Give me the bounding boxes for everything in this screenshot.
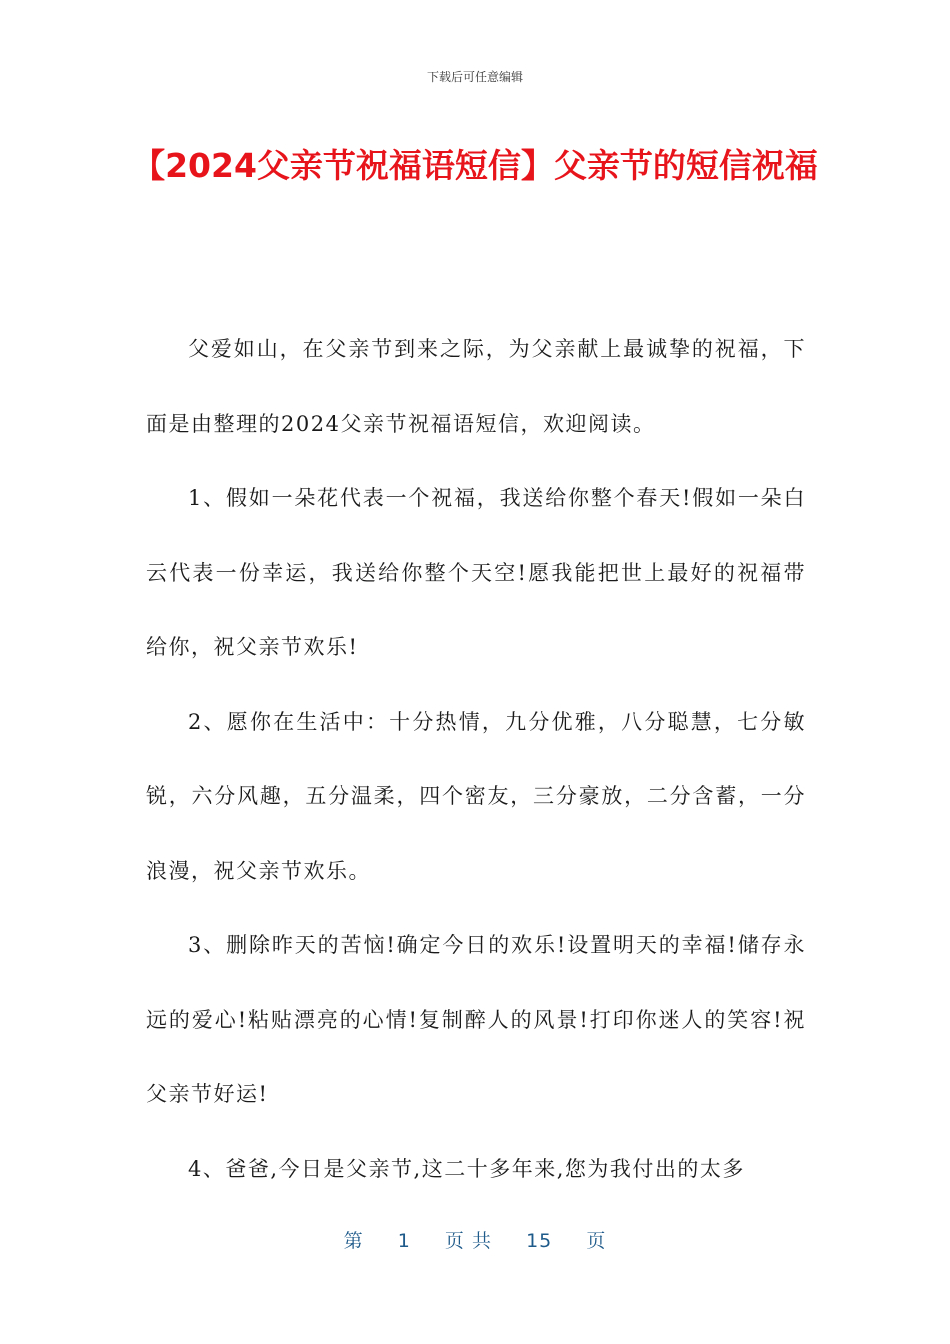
footer-current-page: 1: [397, 1230, 411, 1252]
page-footer: [0, 1226, 950, 1253]
paragraph-4: 4、爸爸,今日是父亲节,这二十多年来,您为我付出的太多: [188, 1156, 745, 1181]
paragraph-1: 1、假如一朵花代表一个祝福，我送给你整个春天!假如一朵白云代表一份幸运，我送给你整个天空!愿我能把世上最好的祝福带给你，祝父亲节欢乐!: [146, 486, 806, 659]
header-note: 下载后可任意编辑: [426, 70, 523, 84]
footer-middle: 页 共: [444, 1230, 492, 1252]
footer-prefix: 第: [343, 1230, 364, 1252]
paragraph-3: 3、删除昨天的苦恼!确定今日的欢乐!设置明天的幸福!储存永远的爱心!粘贴漂亮的心情!复制醉人的风景!打印你迷人的笑容!祝父亲节好运!: [146, 933, 806, 1106]
paragraph-intro: 父爱如山，在父亲节到来之际，为父亲献上最诚挚的祝福，下面是由整理的2024父亲节祝福语短信，欢迎阅读。: [146, 337, 806, 436]
document-body: [146, 312, 806, 1206]
footer-suffix: 页: [586, 1230, 607, 1252]
footer-total-pages: 15: [526, 1230, 553, 1252]
document-title: 【2024父亲节祝福语短信】父亲节的短信祝福: [132, 146, 818, 185]
paragraph-2: 2、愿你在生活中：十分热情，九分优雅，八分聪慧，七分敏锐，六分风趣，五分温柔，四个密友，三分豪放，二分含蓄，一分浪漫，祝父亲节欢乐。: [146, 709, 806, 883]
